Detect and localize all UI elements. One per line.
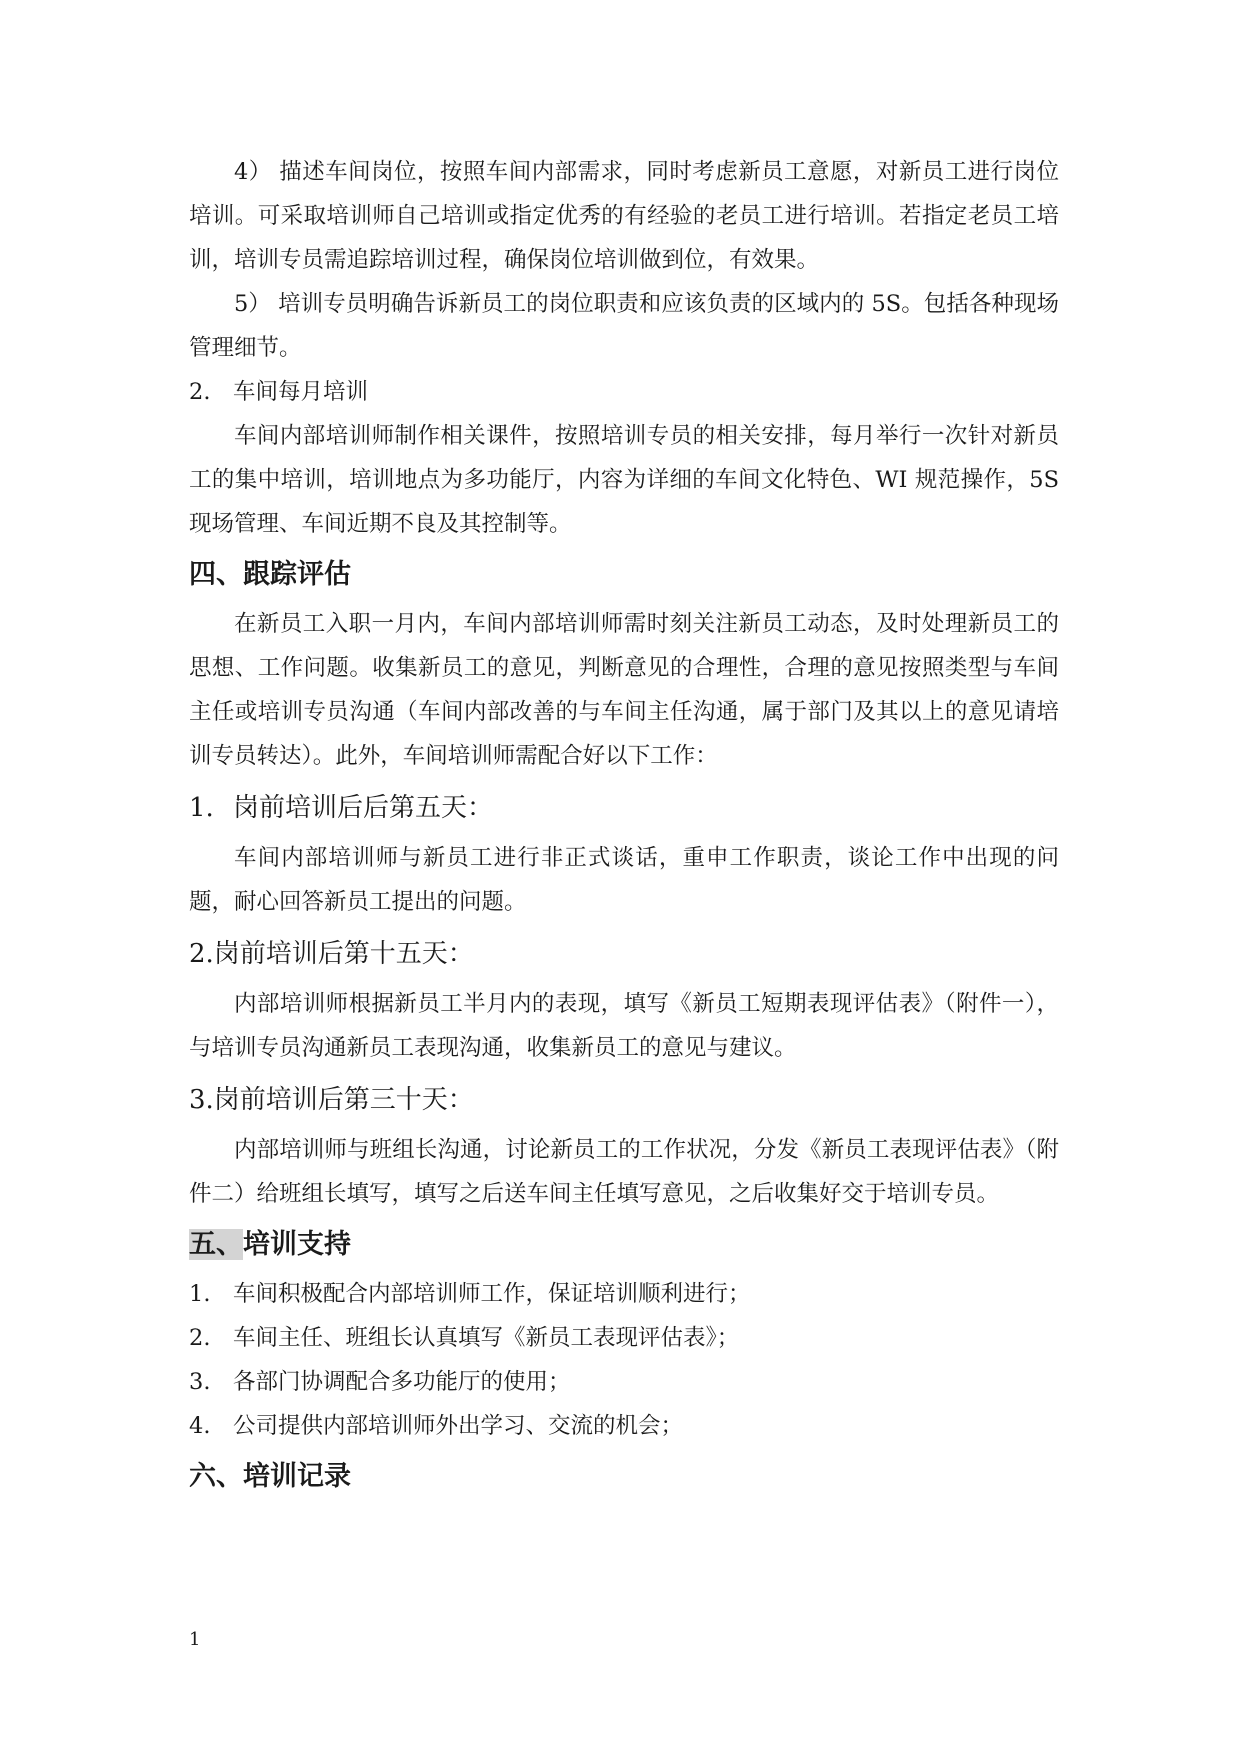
section-heading-support: [189, 1220, 1059, 1270]
list-item-text: 公司提供内部培训师外出学习、交流的机会；: [233, 1413, 684, 1439]
paragraph-day-15: 内部培训师根据新员工半月内的表现，填写《新员工短期表现评估表》（附件一），与培训专员沟通新员工表现沟通，收集新员工的意见与建议。: [189, 991, 1059, 1061]
list-item: [189, 1404, 1059, 1448]
list-item-text: 各部门协调配合多功能厅的使用；: [233, 1369, 571, 1395]
list-item-text: 车间每月培训: [233, 379, 369, 405]
page-number: 1: [189, 1629, 201, 1650]
list-item-number: 1.: [189, 1281, 211, 1307]
subheading-text: 岗前培训后后第五天：: [233, 793, 494, 823]
list-item-monthly-training: [189, 370, 1059, 414]
paragraph-day-30: 内部培训师与班组长沟通，讨论新员工的工作状况，分发《新员工表现评估表》（附件二）给班组长填写，填写之后送车间主任填写意见，之后收集好交于培训专员。: [189, 1137, 1059, 1207]
page-content: [189, 150, 1059, 1504]
list-item: [189, 1272, 1059, 1316]
paragraph-step-4: 4） 描述车间岗位，按照车间内部需求，同时考虑新员工意愿，对新员工进行岗位培训。可采取培训师自己培训或指定优秀的有经验的老员工进行培训。若指定老员工培训，培训专员需追踪培训过程，确保岗位培训做到位，有效果。: [189, 159, 1059, 273]
section-heading-records: 六、培训记录: [189, 1461, 351, 1492]
paragraph-day-5: 车间内部培训师与新员工进行非正式谈话，重申工作职责，谈论工作中出现的问题，耐心回答新员工提出的问题。: [189, 845, 1059, 915]
subheading-day-15: 2.岗前培训后第十五天：: [189, 939, 474, 969]
paragraph-tracking-intro: 在新员工入职一月内，车间内部培训师需时刻关注新员工动态，及时处理新员工的思想、工作问题。收集新员工的意见，判断意见的合理性，合理的意见按照类型与车间主任或培训专员沟通（车间内部改善的与车间主任沟通，属于部门及其以上的意见请培训专员转达）。此外，车间培训师需配合好以下工作：: [189, 611, 1059, 769]
subheading-day-5: [189, 784, 1059, 832]
list-item: [189, 1360, 1059, 1404]
list-item-number: 2.: [189, 379, 211, 405]
subheading-day-30: 3.岗前培训后第三十天：: [189, 1085, 474, 1115]
list-item: [189, 1316, 1059, 1360]
paragraph-monthly-training: 车间内部培训师制作相关课件，按照培训专员的相关安排，每月举行一次针对新员工的集中培训，培训地点为多功能厅，内容为详细的车间文化特色、WI 规范操作，5S 现场管理、车间近期不良及其控制等。: [189, 423, 1059, 537]
list-item-number: 2.: [189, 1325, 211, 1351]
highlighted-text: 五、: [189, 1229, 243, 1260]
section-heading-tracking: 四、跟踪评估: [189, 559, 351, 590]
section-heading-text: 培训支持: [243, 1229, 351, 1260]
list-item-text: 车间积极配合内部培训师工作，保证培训顺利进行；: [233, 1281, 751, 1307]
subheading-number: 1.: [189, 793, 214, 823]
list-item-number: 3.: [189, 1369, 211, 1395]
paragraph-step-5: 5） 培训专员明确告诉新员工的岗位职责和应该负责的区域内的 5S。包括各种现场管理细节。: [189, 291, 1059, 361]
list-item-number: 4.: [189, 1413, 211, 1439]
list-item-text: 车间主任、班组长认真填写《新员工表现评估表》；: [233, 1325, 740, 1351]
